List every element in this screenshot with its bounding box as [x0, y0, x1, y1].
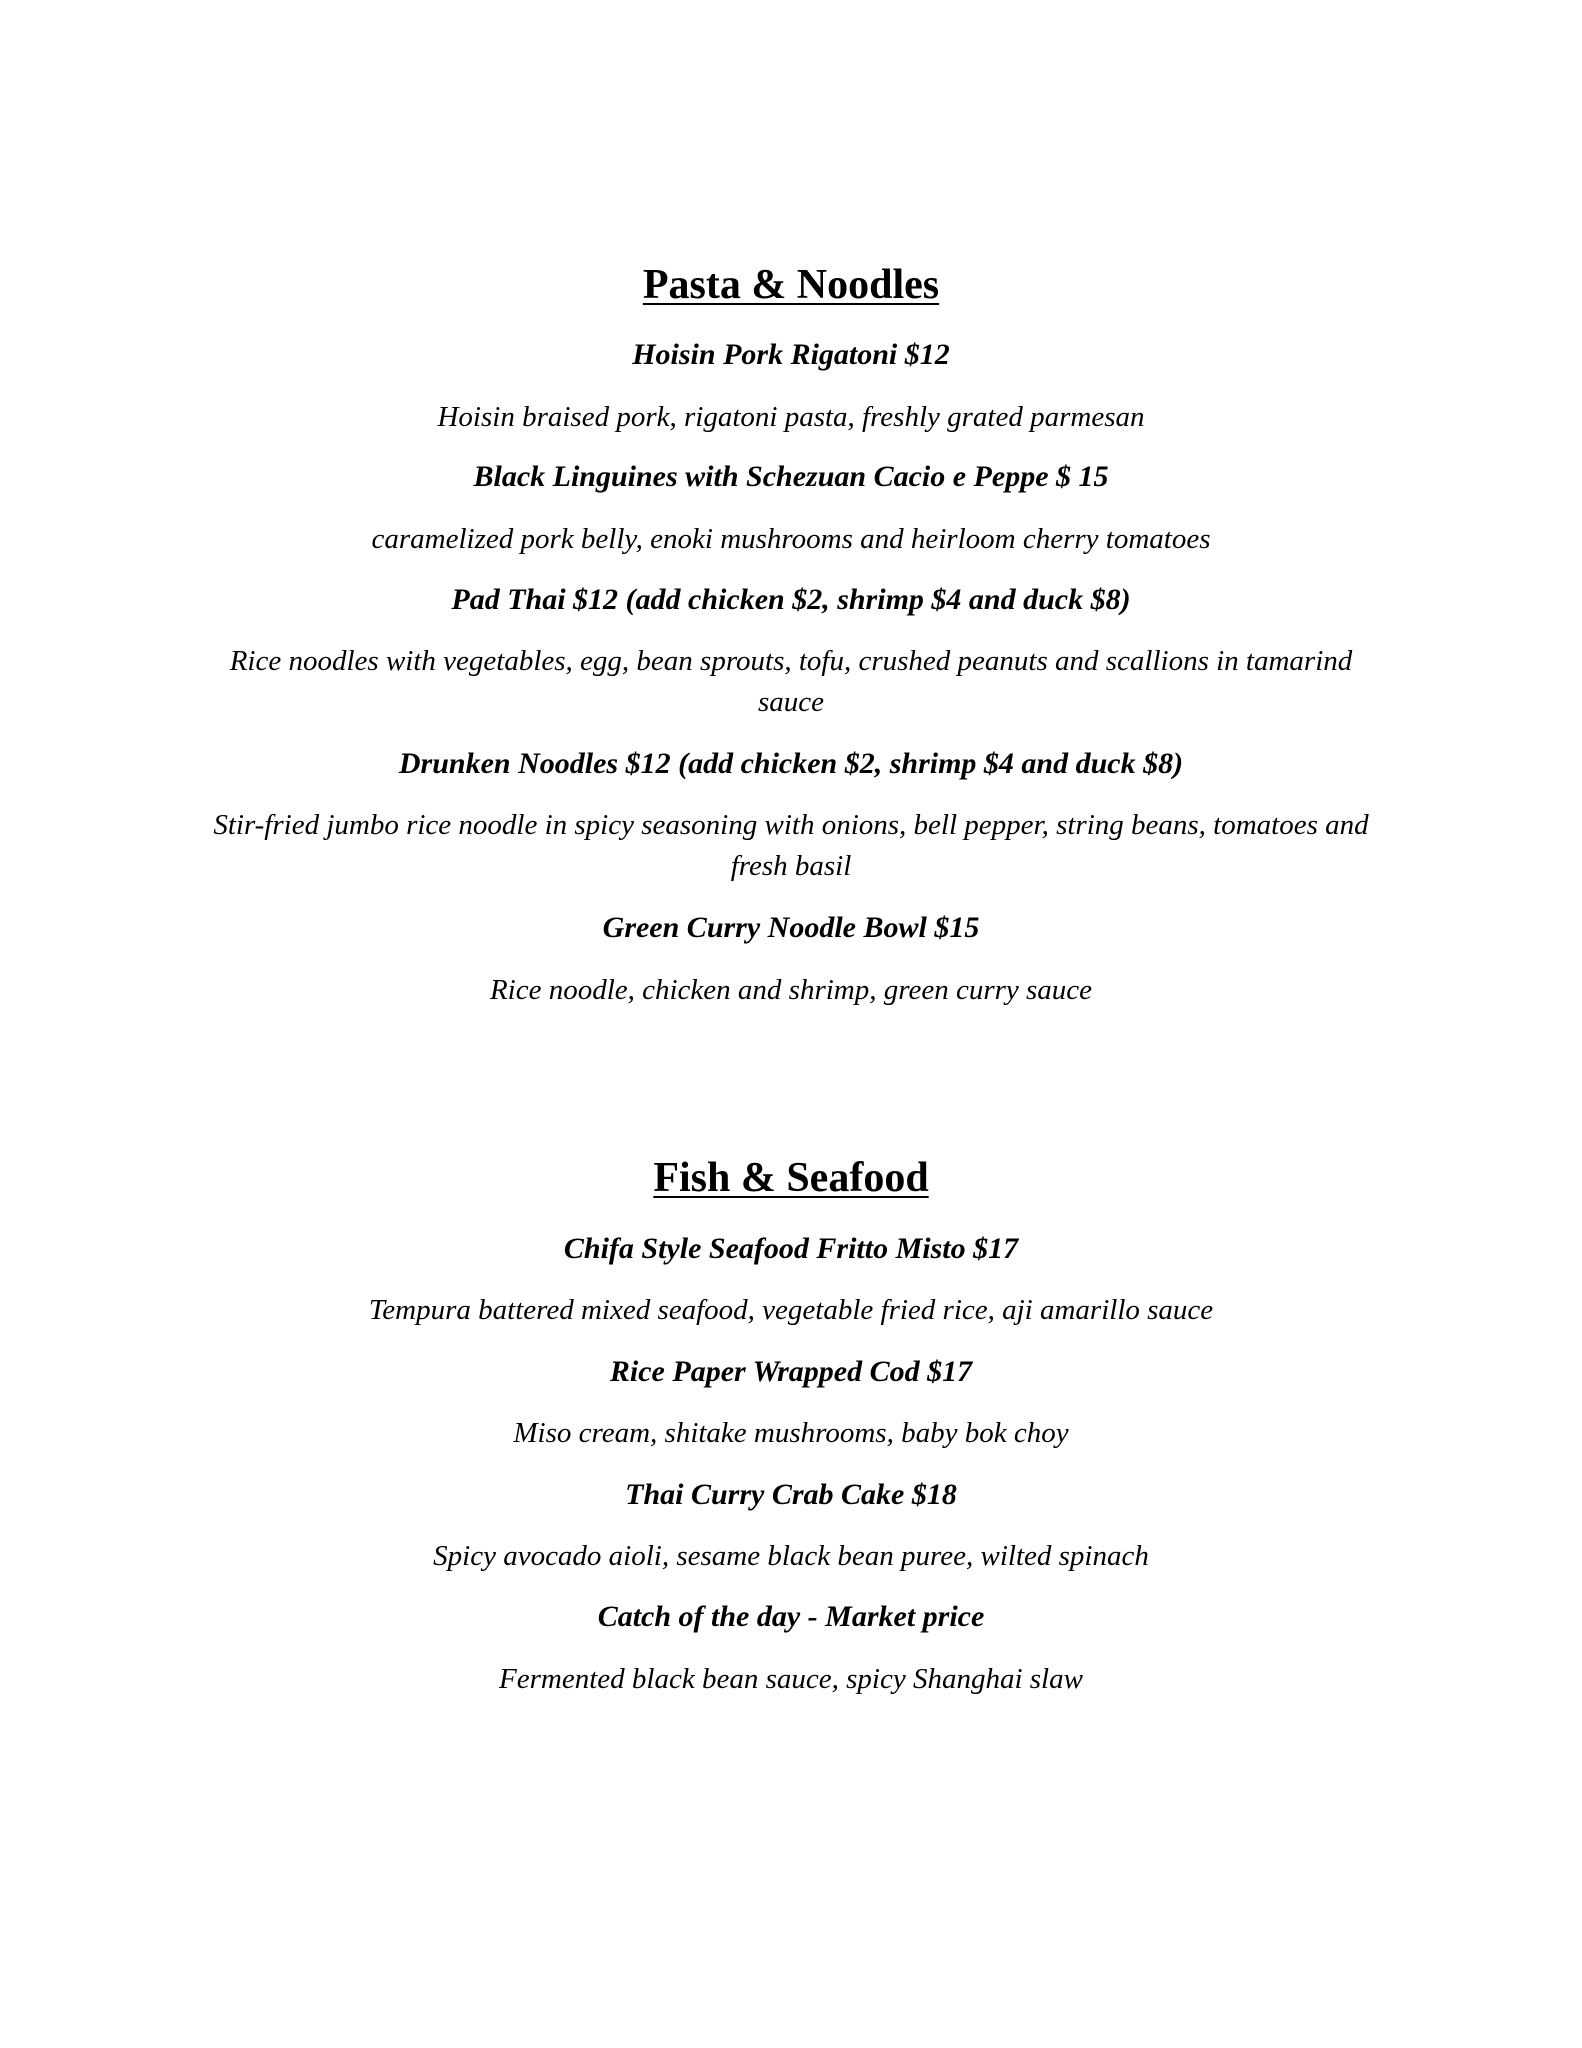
menu-item-description: Spicy avocado aioli, sesame black bean puree, wilted spinach: [433, 1540, 1149, 1572]
menu-item-name: Pad Thai $12 (add chicken $2, shrimp $4 and duck $8): [451, 583, 1131, 616]
section-title-fish-seafood: Fish & Seafood: [653, 1155, 929, 1201]
menu-item-description: Stir-fried jumbo rice noodle in spicy seasoning with onions, bell pepper, string beans, tomatoes and fresh basil: [213, 809, 1369, 882]
section-title-pasta-noodles: Pasta & Noodles: [642, 262, 940, 308]
menu-item-name: Green Curry Noodle Bowl $15: [602, 911, 980, 944]
menu-item-description: caramelized pork belly, enoki mushrooms and heirloom cherry tomatoes: [371, 523, 1211, 555]
menu-item-description: Tempura battered mixed seafood, vegetable fried rice, aji amarillo sauce: [368, 1294, 1214, 1326]
menu-item-description: Rice noodle, chicken and shrimp, green curry sauce: [489, 974, 1093, 1006]
menu-item-description: Fermented black bean sauce, spicy Shanghai slaw: [499, 1663, 1083, 1695]
menu-item-name: Catch of the day - Market price: [597, 1600, 985, 1633]
menu-item-name: Thai Curry Crab Cake $18: [625, 1478, 957, 1511]
menu-item-name: Chifa Style Seafood Fritto Misto $17: [563, 1232, 1019, 1265]
menu-item-name: Rice Paper Wrapped Cod $17: [609, 1355, 973, 1388]
menu-item-name: Black Linguines with Schezuan Cacio e Peppe $ 15: [473, 460, 1109, 493]
menu-item-description: Hoisin braised pork, rigatoni pasta, freshly grated parmesan: [437, 401, 1145, 433]
menu-item-description: Rice noodles with vegetables, egg, bean sprouts, tofu, crushed peanuts and scallions in tamarind sauce: [229, 645, 1353, 718]
menu-item-description: Miso cream, shitake mushrooms, baby bok choy: [513, 1417, 1069, 1449]
menu-item-name: Hoisin Pork Rigatoni $12: [632, 338, 950, 371]
menu-item-name: Drunken Noodles $12 (add chicken $2, shrimp $4 and duck $8): [398, 747, 1184, 780]
